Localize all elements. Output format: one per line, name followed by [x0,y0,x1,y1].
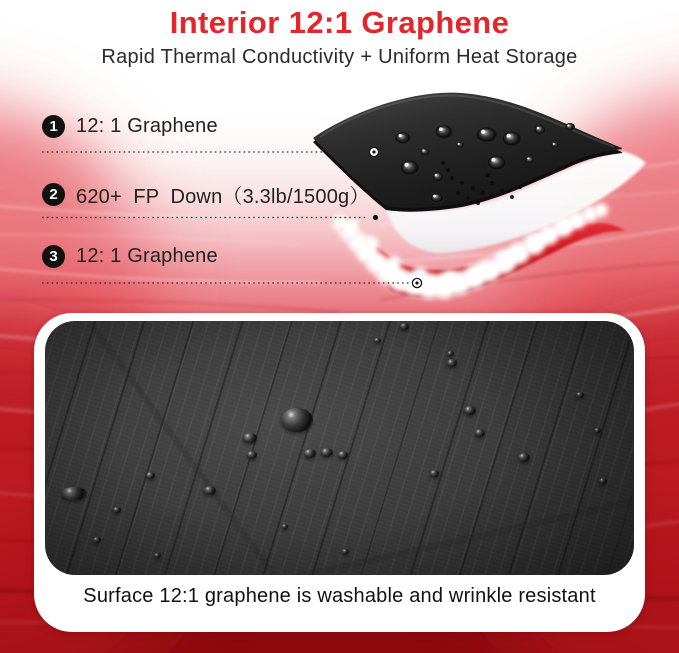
photo-vignette [45,321,634,575]
step-3-label: 12: 1 Graphene [76,245,218,267]
step-2-label: 620+ FP Down（3.3lb/1500g） [76,186,370,208]
page-subtitle: Rapid Thermal Conductivity + Uniform Heat Storage [101,46,578,68]
water-speck [481,191,485,195]
water-speck [486,173,490,177]
fluff-tuft [442,270,458,286]
water-droplet [565,123,575,131]
water-speck [450,176,454,180]
fluff-tuft [346,219,358,231]
water-speck [446,168,450,172]
droplet-highlight [527,157,529,159]
step-1-label: 12: 1 Graphene [76,115,218,137]
water-droplet [534,125,546,135]
droplet-highlight [567,124,569,126]
fluff-tuft [364,236,378,250]
water-droplet [502,131,522,147]
water-droplet [525,156,535,164]
fluff-tuft [533,233,547,247]
fabric-closeup-photo [45,321,634,575]
fluff-tuft [502,249,518,265]
header [0,4,679,69]
water-speck [476,201,480,205]
photo-caption: Surface 12:1 graphene is washable and wrinkle resistant [83,585,596,607]
water-droplet [420,148,430,156]
droplet-highlight [553,143,555,145]
water-speck [456,191,460,195]
droplet-highlight [537,127,539,129]
water-speck [460,181,464,185]
droplet-highlight [458,143,460,145]
droplet-highlight [435,174,437,176]
droplet-highlight [422,149,424,151]
fabric-photo-card [34,313,645,632]
water-droplet [430,193,444,203]
droplet-highlight [399,134,402,137]
water-speck [490,181,494,185]
droplet-highlight [481,130,485,134]
water-droplet [476,127,498,143]
water-droplet [400,160,420,176]
water-droplet [487,155,507,171]
water-droplet [432,172,444,182]
step-item-1 [42,115,218,138]
droplet-highlight [433,195,436,198]
step-1-badge: 1 [42,115,65,138]
water-speck [466,196,470,200]
droplet-highlight [439,127,443,131]
water-droplet [551,142,559,148]
step-item-2 [42,180,370,209]
step-2-badge: 2 [42,183,65,206]
water-droplet [435,125,453,139]
droplet-highlight [507,134,511,138]
water-droplet [456,142,464,148]
fluff-tuft [385,256,401,272]
water-speck [471,186,475,190]
water-speck [500,188,504,192]
step-item-3 [42,245,218,268]
fluff-tuft [594,203,608,217]
step-3-badge: 3 [42,245,65,268]
water-speck [510,195,514,199]
water-speck [518,185,522,189]
fluff-tuft [562,218,574,230]
droplet-highlight [492,158,496,162]
water-droplet [395,132,411,144]
water-speck [441,161,445,165]
droplet-highlight [405,163,409,167]
page-title: Interior 12:1 Graphene [169,5,510,40]
fluff-tuft [472,263,488,279]
